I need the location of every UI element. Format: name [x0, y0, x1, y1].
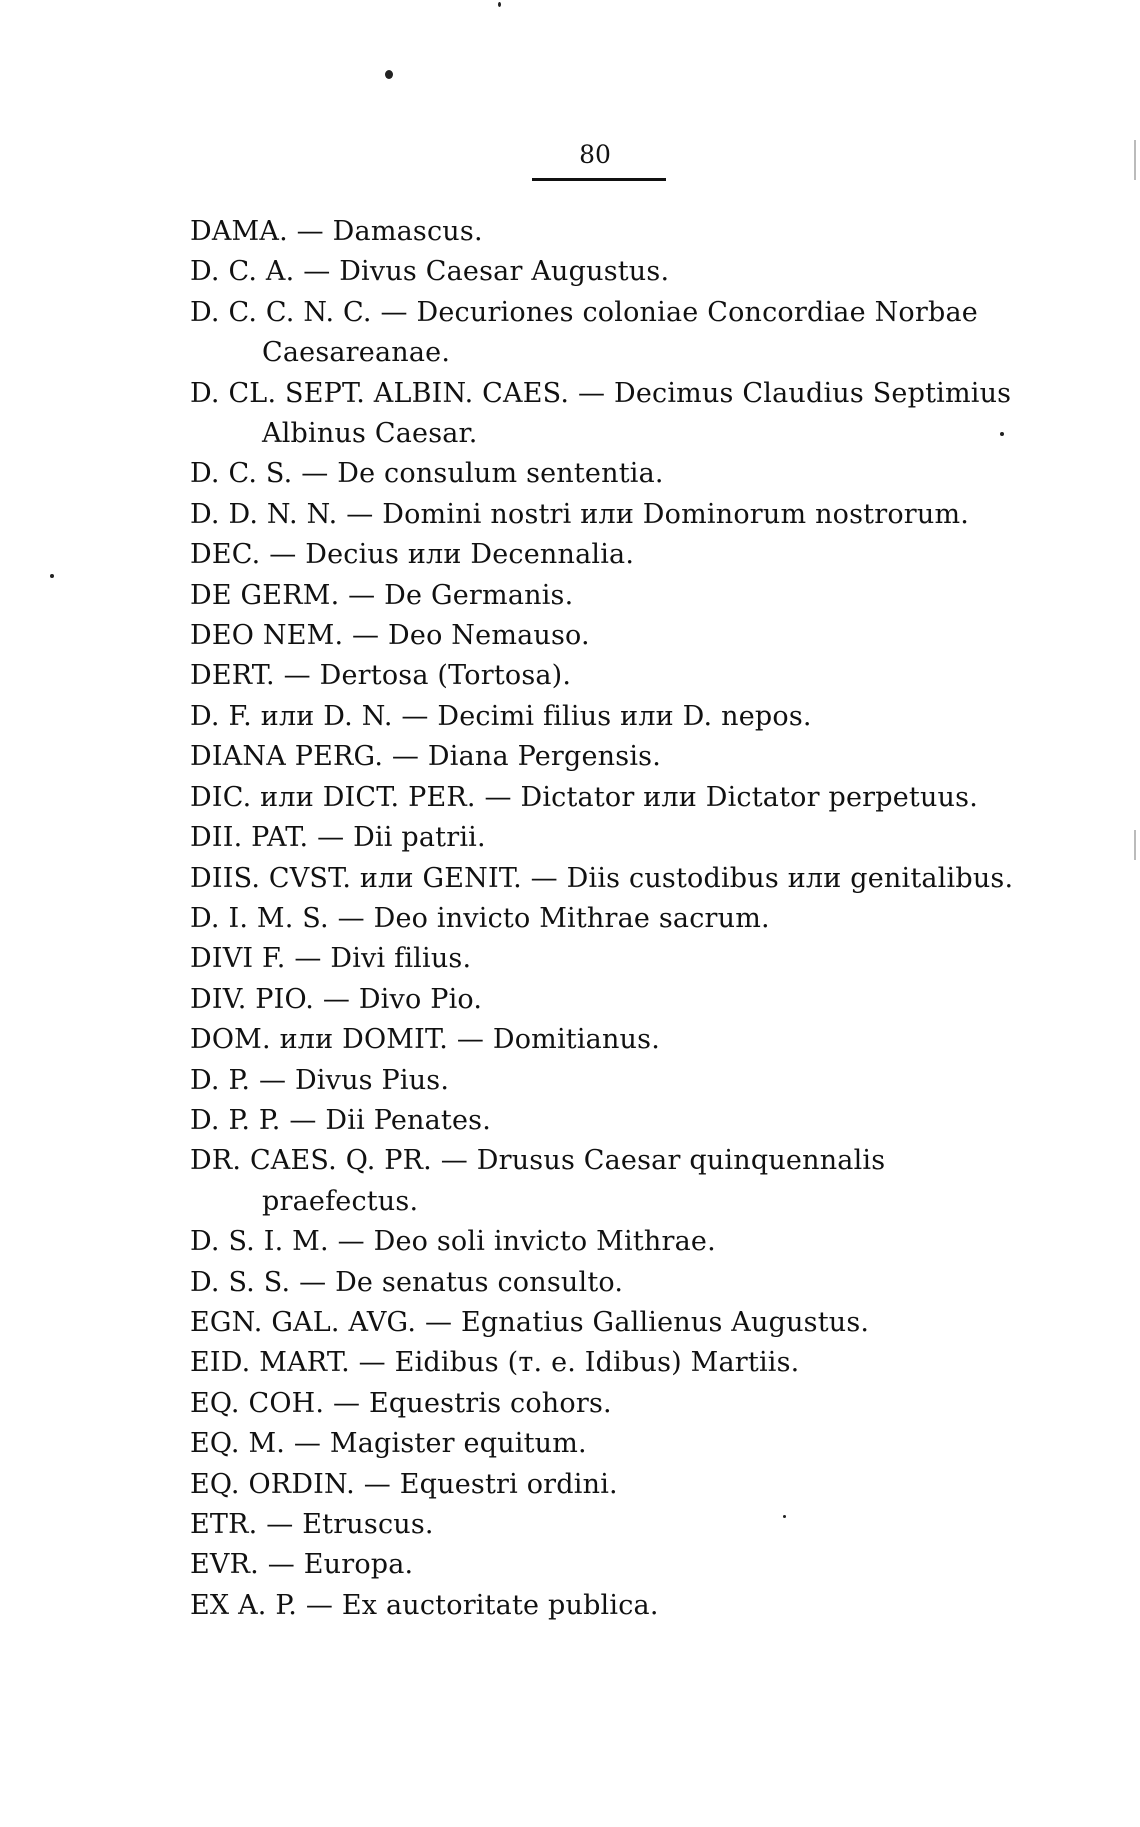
dash-separator: —	[322, 983, 351, 1015]
abbreviation-entry	[190, 212, 1020, 252]
expansion: Equestris cohors.	[368, 1387, 612, 1419]
dash-separator: —	[267, 1549, 295, 1581]
abbreviation: ETR.	[190, 1509, 258, 1540]
abbreviation: DOM. или DOMIT.	[190, 1024, 449, 1056]
abbreviation: DIC. или DICT. PER.	[190, 781, 476, 813]
abbreviation: D. I. M. S.	[190, 902, 329, 934]
abbreviation-entry	[190, 899, 1020, 939]
dash-separator: —	[456, 1024, 485, 1056]
header-rule	[532, 178, 666, 181]
dash-separator: —	[484, 781, 512, 813]
abbreviation-entry	[190, 980, 1020, 1020]
dash-separator: —	[299, 1266, 327, 1298]
expansion: De Germanis.	[384, 579, 574, 611]
expansion: Magister equitum.	[329, 1428, 587, 1460]
abbreviation: EQ. COH.	[190, 1387, 325, 1419]
dash-separator: —	[348, 579, 376, 611]
abbreviation-entry	[190, 1384, 1020, 1424]
abbreviation-entry	[190, 656, 1020, 696]
abbreviation: EGN. GAL. AVG.	[190, 1306, 417, 1338]
dash-separator: —	[305, 1589, 334, 1621]
expansion: Decimus Claudius Septimius Albinus Caesar.	[262, 377, 1012, 450]
abbreviation: DIVI F.	[190, 943, 286, 975]
abbreviation-entry	[190, 293, 1020, 374]
abbreviation-entry	[190, 616, 1020, 656]
abbreviation-entry	[190, 535, 1020, 575]
abbreviation-entry	[190, 495, 1020, 535]
abbreviation-entry	[190, 374, 1020, 455]
expansion: Eidibus (т. е. Idibus) Martiis.	[394, 1347, 800, 1379]
scan-speck	[498, 2, 501, 7]
dash-separator: —	[346, 498, 374, 530]
abbreviation-entry	[190, 1020, 1020, 1060]
abbreviation-entry	[190, 1343, 1020, 1383]
page-number: 80	[579, 140, 611, 169]
expansion: Diana Pergensis.	[427, 741, 661, 773]
abbreviation: D. S. S.	[190, 1266, 291, 1298]
expansion: Divus Caesar Augustus.	[339, 256, 670, 288]
dash-separator: —	[358, 1347, 386, 1379]
expansion: De senatus consulto.	[335, 1266, 624, 1298]
expansion: Damascus.	[332, 216, 483, 247]
dash-separator: —	[363, 1468, 391, 1500]
abbreviation-entry	[190, 1586, 1020, 1626]
dash-separator: —	[296, 216, 324, 247]
abbreviation: EX A. P.	[190, 1589, 298, 1621]
expansion: Deo Nemauso.	[388, 620, 590, 652]
expansion: Decuriones coloniae Concordiae Norbae Caesareanae.	[262, 296, 978, 369]
abbreviation-entry	[190, 818, 1020, 858]
dash-separator: —	[289, 1104, 317, 1136]
abbreviation: D. P. P.	[190, 1104, 281, 1136]
abbreviation: D. P.	[190, 1064, 251, 1096]
expansion: Divi filius.	[330, 943, 472, 975]
expansion: Divo Pio.	[358, 983, 483, 1015]
abbreviation-entry	[190, 1505, 1020, 1545]
dash-separator: —	[294, 943, 322, 975]
dash-separator: —	[301, 458, 329, 490]
dash-separator: —	[440, 1145, 468, 1177]
abbreviation: D. CL. SEPT. ALBIN. CAES.	[190, 377, 570, 409]
abbreviation-entry	[190, 1545, 1020, 1585]
expansion: Deo invicto Mithrae sacrum.	[373, 902, 770, 934]
dash-separator: —	[401, 700, 429, 732]
abbreviation-entry	[190, 1465, 1020, 1505]
dash-separator: —	[337, 902, 365, 934]
abbreviation: DEO NEM.	[190, 620, 344, 652]
abbreviation: D. C. C. N. C.	[190, 296, 372, 328]
abbreviation-entry	[190, 1101, 1020, 1141]
abbreviation: DII. PAT.	[190, 822, 309, 854]
dash-separator: —	[530, 862, 558, 894]
scan-speck	[385, 70, 393, 79]
abbreviation-entry	[190, 737, 1020, 777]
abbreviation-entry	[190, 454, 1020, 494]
abbreviation: EQ. M.	[190, 1428, 286, 1460]
abbreviation-list	[190, 212, 1020, 1626]
scan-speck	[50, 574, 54, 578]
abbreviation: DEC.	[190, 539, 261, 571]
expansion: Europa.	[303, 1549, 414, 1581]
dash-separator: —	[577, 377, 606, 409]
expansion: Dictator или Dictator perpetuus.	[520, 781, 978, 813]
abbreviation-entry	[190, 1424, 1020, 1464]
dash-separator: —	[283, 660, 311, 692]
abbreviation-entry	[190, 778, 1020, 818]
abbreviation: D. S. I. M.	[190, 1226, 329, 1258]
expansion: Domini nostri или Dominorum nostrorum.	[382, 498, 970, 530]
expansion: Equestri ordini.	[399, 1468, 618, 1500]
expansion: Etruscus.	[302, 1509, 434, 1540]
abbreviation: DR. CAES. Q. PR.	[190, 1145, 432, 1177]
abbreviation: D. F. или D. N.	[190, 700, 393, 732]
expansion: Egnatius Gallienus Augustus.	[460, 1306, 870, 1338]
abbreviation-entry	[190, 1263, 1020, 1303]
expansion: Diis custodibus или genitalibus.	[566, 862, 1014, 894]
expansion: Divus Pius.	[294, 1064, 450, 1096]
abbreviation-entry	[190, 939, 1020, 979]
dash-separator: —	[293, 1428, 322, 1460]
dash-separator: —	[269, 539, 297, 571]
abbreviation-entry	[190, 859, 1020, 899]
abbreviation-entry	[190, 1303, 1020, 1343]
expansion: Deo soli invicto Mithrae.	[373, 1226, 716, 1258]
abbreviation: DIANA PERG.	[190, 741, 384, 773]
dash-separator: —	[258, 1064, 287, 1096]
abbreviation-entry	[190, 697, 1020, 737]
expansion: Decius или Decennalia.	[305, 539, 635, 571]
scan-speck	[1134, 830, 1136, 860]
dash-separator: —	[424, 1306, 453, 1338]
dash-separator: —	[266, 1509, 294, 1540]
dash-separator: —	[317, 822, 345, 854]
abbreviation: EQ. ORDIN.	[190, 1468, 355, 1500]
expansion: Ex auctoritate publica.	[341, 1589, 659, 1621]
dash-separator: —	[303, 256, 331, 288]
dash-separator: —	[352, 620, 380, 652]
dash-separator: —	[337, 1226, 365, 1258]
dash-separator: —	[332, 1387, 361, 1419]
abbreviation: DIIS. CVST. или GENIT.	[190, 862, 522, 894]
expansion: Drusus Caesar quinquennalis praefectus.	[262, 1145, 886, 1217]
abbreviation: DE GERM.	[190, 579, 340, 611]
expansion: De consulum sententia.	[337, 458, 664, 490]
expansion: Decimi filius или D. nepos.	[437, 700, 812, 732]
abbreviation-entry	[190, 1061, 1020, 1101]
abbreviation-entry	[190, 252, 1020, 292]
abbreviation: D. C. A.	[190, 256, 295, 288]
expansion: Dii Penates.	[325, 1104, 491, 1136]
expansion: Domitianus.	[492, 1024, 660, 1056]
abbreviation: DAMA.	[190, 216, 288, 247]
abbreviation-entry	[190, 576, 1020, 616]
abbreviation: EVR.	[190, 1549, 259, 1581]
expansion: Dertosa (Tortosa).	[319, 660, 572, 692]
abbreviation: EID. MART.	[190, 1347, 350, 1379]
dash-separator: —	[391, 741, 420, 773]
abbreviation-entry	[190, 1222, 1020, 1262]
dash-separator: —	[380, 296, 408, 328]
abbreviation: D. D. N. N.	[190, 498, 338, 530]
abbreviation-entry	[190, 1141, 1020, 1222]
abbreviation: D. C. S.	[190, 458, 293, 490]
expansion: Dii patrii.	[353, 822, 486, 854]
abbreviation: DIV. PIO.	[190, 983, 315, 1015]
abbreviation: DERT.	[190, 660, 275, 692]
